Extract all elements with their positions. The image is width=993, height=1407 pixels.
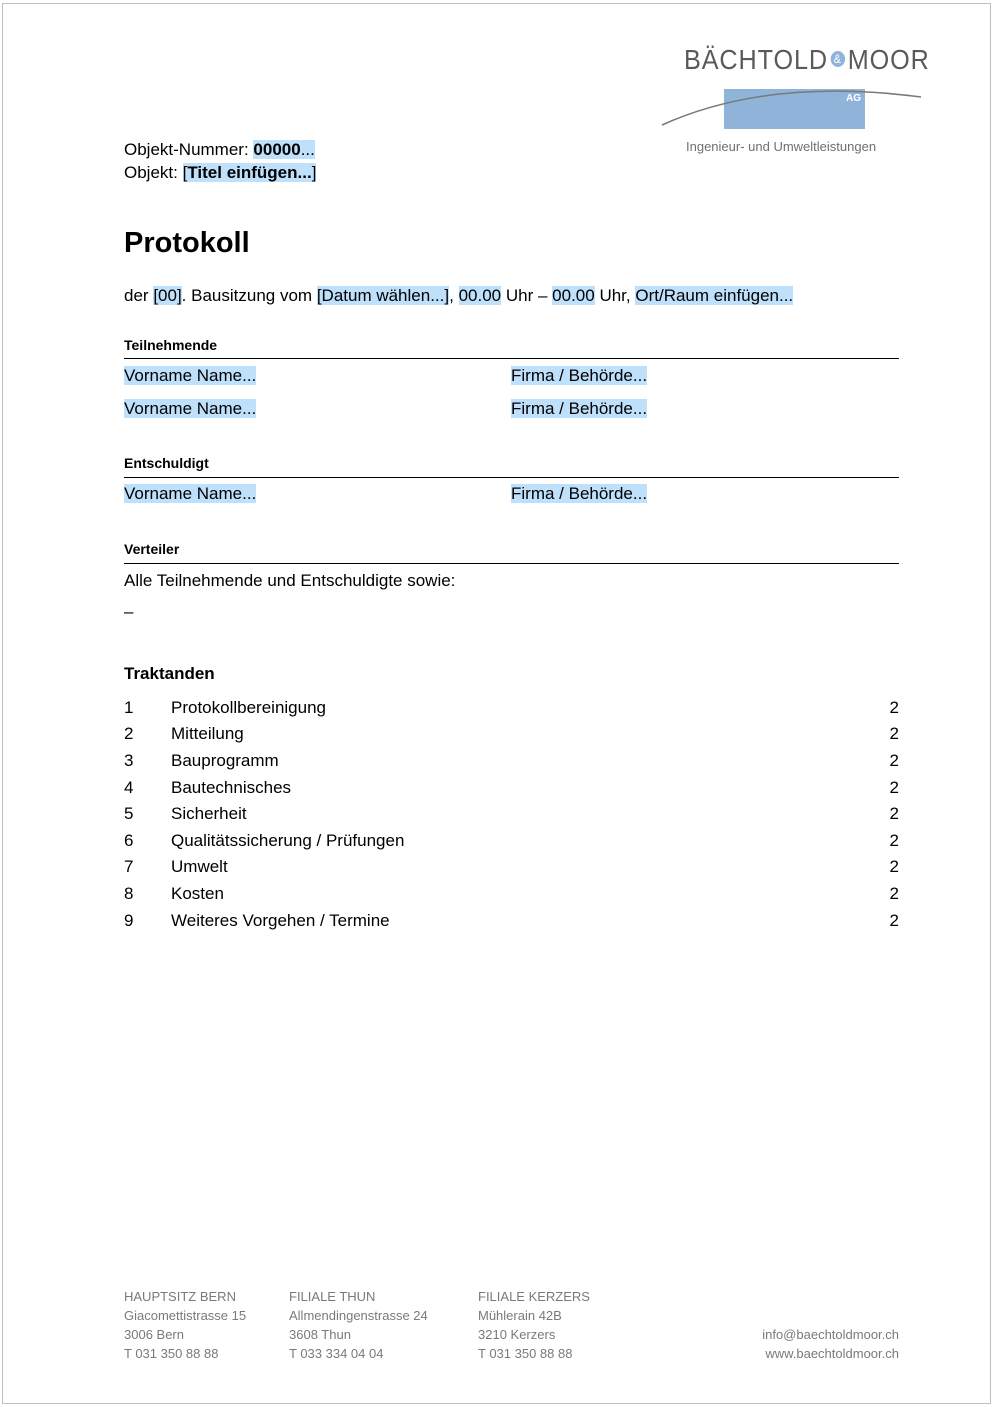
- agenda-item[interactable]: [124, 911, 899, 937]
- footer-bern-city: 3006 Bern: [124, 1327, 184, 1342]
- agenda-item[interactable]: [124, 724, 899, 750]
- footer-contact: [762, 1325, 899, 1363]
- bracket-close: ]: [311, 163, 317, 182]
- agenda-label: Sicherheit: [171, 804, 247, 823]
- object-number-label: Objekt-Nummer:: [124, 140, 249, 159]
- agenda-item[interactable]: [124, 884, 899, 910]
- footer-kerzers-title: FILIALE KERZERS: [478, 1289, 590, 1304]
- footer-thun: [289, 1287, 428, 1363]
- end-time-field[interactable]: 00.00: [552, 286, 595, 305]
- footer-bern: [124, 1287, 246, 1363]
- footer-thun-phone: T 033 334 04 04: [289, 1346, 384, 1361]
- excused-name-field[interactable]: Vorname Name...: [124, 484, 257, 503]
- agenda-label: Umwelt: [171, 857, 228, 876]
- meeting-der: der: [124, 286, 149, 305]
- agenda-label: Kosten: [171, 884, 224, 903]
- footer-bern-street: Giacomettistrasse 15: [124, 1308, 247, 1323]
- agenda-page: 2: [889, 724, 899, 743]
- participants-divider: [124, 358, 899, 359]
- start-time-field[interactable]: 00.00: [458, 286, 502, 305]
- footer-web-link[interactable]: www.baechtoldmoor.ch: [765, 1346, 899, 1361]
- agenda-label: Weiteres Vorgehen / Termine: [171, 911, 390, 930]
- meeting-sep: ,: [449, 286, 454, 305]
- meeting-uhr-dash: Uhr –: [505, 286, 548, 305]
- footer-kerzers: [478, 1287, 590, 1363]
- bracket-open: [: [182, 163, 188, 182]
- agenda-number: 9: [124, 911, 134, 930]
- agenda-number: 1: [124, 698, 134, 717]
- agenda-item[interactable]: [124, 857, 899, 883]
- agenda-page: 2: [889, 751, 899, 770]
- agenda-page: 2: [889, 857, 899, 876]
- agenda-number: 2: [124, 724, 134, 743]
- agenda-heading: Traktanden: [124, 664, 215, 683]
- participant-company-field[interactable]: Firma / Behörde...: [511, 366, 648, 385]
- footer-bern-phone: T 031 350 88 88: [124, 1346, 219, 1361]
- footer-thun-city: 3608 Thun: [289, 1327, 351, 1342]
- agenda-item[interactable]: [124, 831, 899, 857]
- agenda-item[interactable]: [124, 804, 899, 830]
- agenda-page: 2: [889, 884, 899, 903]
- location-field[interactable]: Ort/Raum einfügen...: [635, 286, 794, 305]
- excused-company-field[interactable]: Firma / Behörde...: [511, 484, 648, 503]
- meeting-line: [124, 286, 793, 306]
- logo-blue-block: [724, 89, 865, 129]
- footer-kerzers-street: Mühlerain 42B: [478, 1308, 562, 1323]
- footer-thun-title: FILIALE THUN: [289, 1289, 376, 1304]
- footer-email-link[interactable]: info@baechtoldmoor.ch: [762, 1327, 899, 1342]
- footer-bern-title: HAUPTSITZ BERN: [124, 1289, 236, 1304]
- participant-name-field[interactable]: Vorname Name...: [124, 399, 257, 418]
- agenda-page: 2: [889, 698, 899, 717]
- agenda-number: 6: [124, 831, 134, 850]
- participants-heading: Teilnehmende: [124, 337, 218, 353]
- agenda-item[interactable]: [124, 751, 899, 777]
- agenda-page: 2: [889, 831, 899, 850]
- logo-name-right: MOOR: [847, 44, 930, 75]
- footer-kerzers-city: 3210 Kerzers: [478, 1327, 556, 1342]
- footer-kerzers-phone: T 031 350 88 88: [478, 1346, 573, 1361]
- agenda-page: 2: [889, 804, 899, 823]
- distribution-heading: Verteiler: [124, 541, 180, 557]
- company-logo: [684, 44, 930, 76]
- agenda-number: 7: [124, 857, 134, 876]
- agenda-item[interactable]: [124, 698, 899, 724]
- object-title-label: Objekt:: [124, 163, 178, 182]
- agenda-number: 3: [124, 751, 134, 770]
- document-title: Protokoll: [124, 227, 250, 259]
- agenda-page: 2: [889, 911, 899, 930]
- distribution-text: Alle Teilnehmende und Entschuldigte sowie:: [124, 571, 456, 590]
- logo-subtitle: Ingenieur- und Umweltleistungen: [686, 139, 877, 154]
- agenda-label: Bautechnisches: [171, 778, 292, 797]
- object-number-line: [124, 140, 315, 160]
- object-title-value: Titel einfügen...: [187, 163, 312, 182]
- object-number-ellipsis: ...: [300, 140, 315, 159]
- logo-name-left: BÄCHTOLD: [684, 44, 828, 75]
- excused-heading: Entschuldigt: [124, 455, 209, 471]
- object-title-field[interactable]: [183, 163, 317, 182]
- agenda-label: Qualitätssicherung / Prüfungen: [171, 831, 405, 850]
- agenda-page: 2: [889, 778, 899, 797]
- logo-arc-graphic: [658, 82, 924, 130]
- agenda-label: Mitteilung: [171, 724, 244, 743]
- logo-ampersand: &: [831, 51, 845, 67]
- session-number-field[interactable]: [00]: [153, 286, 182, 305]
- logo-ag: AG: [846, 93, 861, 104]
- agenda-label: Bauprogramm: [171, 751, 279, 770]
- excused-divider: [124, 477, 899, 478]
- object-title-line: [124, 163, 316, 183]
- meeting-text: . Bausitzung vom: [181, 286, 313, 305]
- object-number-field[interactable]: 00000: [253, 140, 301, 159]
- participant-name-field[interactable]: Vorname Name...: [124, 366, 257, 385]
- agenda-number: 5: [124, 804, 134, 823]
- footer-thun-street: Allmendingenstrasse 24: [289, 1308, 428, 1323]
- date-field[interactable]: [Datum wählen...]: [316, 286, 450, 305]
- meeting-uhr-comma: Uhr,: [599, 286, 631, 305]
- agenda-label: Protokollbereinigung: [171, 698, 326, 717]
- agenda-item[interactable]: [124, 778, 899, 804]
- agenda-number: 8: [124, 884, 134, 903]
- participant-company-field[interactable]: Firma / Behörde...: [511, 399, 648, 418]
- distribution-item: –: [124, 602, 134, 621]
- agenda-number: 4: [124, 778, 134, 797]
- distribution-divider: [124, 563, 899, 564]
